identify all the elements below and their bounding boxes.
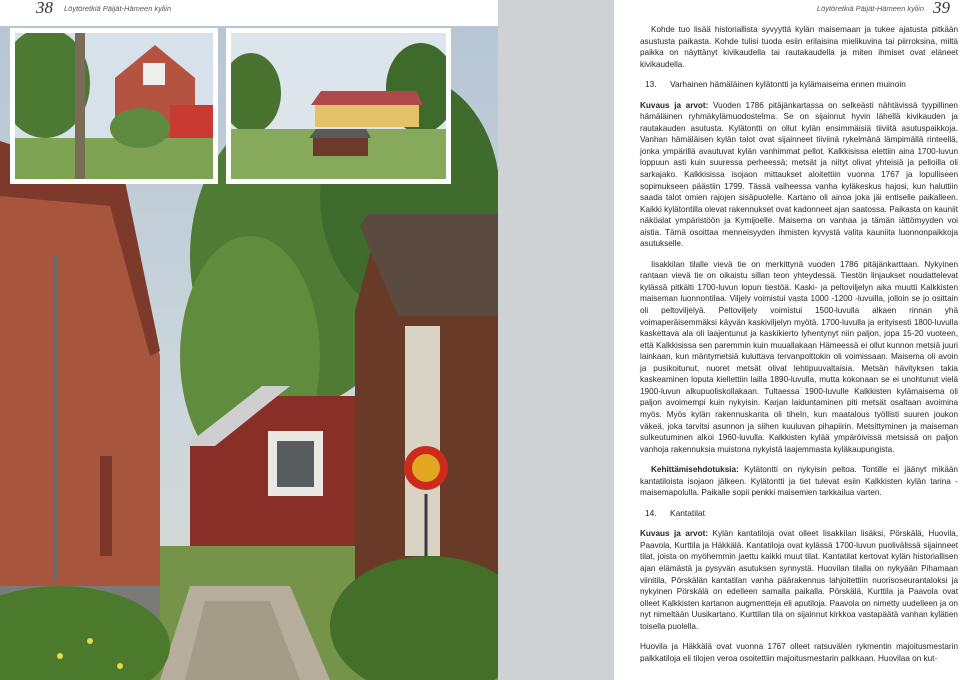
values-label-14: Kuvaus ja arvot: — [640, 529, 709, 539]
yellow-house-field-photo — [231, 33, 446, 179]
development-label: Kehittämisehdotuksia: — [651, 465, 739, 475]
photo-frame-1 — [10, 28, 218, 184]
section-13-heading — [640, 79, 958, 91]
section-14-number: 14. — [645, 507, 657, 518]
section-13-development — [640, 464, 958, 499]
section-13-lead: Vuoden 1786 pitäjänkartassa on selkeästi nähtävissä tyypillinen hämäläinen ryhmäkylämuodostelma. Se on sijainnut hyvin lähellä kivikauden ja rautakauden asutusta. Kylätontti on ollut kylän ensimmäisiä tiiviitä asutuspaikkoja. — [640, 100, 958, 133]
section-13-body: Vanhan hämäläisen kylän talot ovat sijainneet tiiviinä rykelmänä lämpimällä rinteellä, jonka ympärillä avautuvat kylän vanhimmat pellot. Kalkkisissa elettiin aina 1700-luvun loppuun asti kuin suuressa perheessä; metsät ja niityt olivat yhteisiä ja pelloilla oli sarkajako. Kalkkisissa isojaon mittaukset aloitettiin vuonna 1767 ja lopulliseen sopimukseen päästiin 1799. Tässä vaiheessa vanha kyläkeskus hajosi, kun haluttiin saada talot omien rajojen sisäpuolelle. Kartano oli ainoa joka jäi entiselle paikalleen. Kaikki kylätontilla olevat rakennukset ovat kadonneet ajan saatossa. Paikasta on kauniit näköalat ympäristöön ja Kymijoelle. Maisema on vanhaa ja tämän iättömyyden voi aistia. Tämä osoittaa menneisyyden ihmisten kyvystä valita kauniita luonnonpaikkoja asutukselle. — [640, 135, 958, 249]
development-text: Kylätontti on nykyisin peltoa. Tontille ei jäänyt mikään kantatiloista isojaon jälkeen. Kylätontti ja tiet tulevat esiin Kalkkisten kylän tarina -maisemapolulla. Paikalle sopii penkki maisemien tarkkailua varten. — [640, 465, 958, 498]
text-column — [640, 24, 958, 673]
page-gutter — [498, 0, 614, 680]
values-label-13: Kuvaus ja arvot: — [640, 100, 709, 110]
section-13-paragraph-2: Iisakkilan tilalle vievä tie on merkittynä vuoden 1786 pitäjänkarttaan. Nykyinen rantaan vievä tie on oikaistu sillan teon yhteydessä. Tiestön linjaukset noudattelevat kylässä pitkälti 1700-luvun lopun tiestöä. Kaski- ja peltoviljelyn aika muutti Kalkkisten maiseman luonnontilaa. Viljely voimistui vasta 1000 -1200 -luvuilla, jolloin se jo osittain oli peltoviljelyä. Peltoviljely voimistui 1500-luvulla alkaen rinnan yhä voimaperäisemmäksi käyvän kaskiviljelyn myötä. 1700-luvulla ja erityisesti 1800-luvulla kaskettava ala oli laajentunut ja kaskikierto lyhentynyt niin paljon, jopa 15-20 vuoteen, että Kalkkisissa sen paremmin kuin muuallakaan Hämeessä ei ollut kunnon metsiä juuri lainkaan, kun mäntymetsiä kuluttava tervanpolttokin oli voimissaan. Maisema oli avoin ja pusikoitunut, nuoret metsät olivat lehtipuuvaltaisia. Metsän hävityksen takia kaskeaminen loputa kiellettiin lailla 1890-luvulla, mutta kokonaan se ei unohtunut vielä 1900-luvun alkupuoliskollakaan. Tultaessa 1900-luvulle Kalkkisten kylämaisema oli paljon avoimempi kuin nykyisin. Karjan laiduntaminen piti metsät osaltaan avoimina myös. Myös kylän rakennuskanta oli tiheIn, kun maatalous työllisti suuren joukon väkeä, joka tarvitsi asunnon ja siihen kuuluvan pihapiirin. Metsittyminen ja maiseman sulkeutuminen alkoi 1960-luvulla. Kalkkisten kylää ympäröivissä metsissä on paljon vanhoja rakennuksia muistona nykyistä laajemmasta kyläkaupungista. — [640, 259, 958, 454]
section-14-heading — [640, 508, 958, 520]
section-14-title: Kantatilat — [670, 507, 705, 518]
section-13-description — [640, 100, 958, 250]
section-13-number: 13. — [645, 79, 657, 90]
section-14-description — [640, 528, 958, 632]
page-number-right: 39 — [933, 0, 950, 17]
section-14-body: Kylän kantatiloja ovat olleet Iisakkilan lisäksi, Pörskälä, Huovila, Paavola, Kurttila ja Häkkälä. Kantatiloja ovat kylässä 1700-luvun puolivälissä sijainneet tilat, joista on myöhemmin jaettu kaikki muut tilat. Kantatilat kertovat kylän historiallisen ajan elämästä ja pysyvän asutuksen synnystä. Huovilan tilalla on nykyään Pihamaan viinitila, Pörskälän kantatilan vanha päärakennus lahjoitettiin nuorisoseurantaloksi ja nykyinen Pörskälä on edelleen samalla paikalla. Pörskälä, Kurttila ja Paavola ovat olleet Kalkkisten kartanon augmentteja eli aputiloja. Paavola on nimetty uudelleen ja on nyt nimeltään Uusikartano. Kurttilan tila on sijainnut kirkkoa vastapäätä vanhan kylätien toisella puolella. — [640, 529, 958, 631]
running-header-right: Löytöretkiä Päijät-Hämeen kyliin — [816, 4, 924, 13]
running-header-left: Löytöretkiä Päijät-Hämeen kyliin — [64, 4, 172, 13]
red-brick-house-photo — [15, 33, 213, 179]
section-14-paragraph-2: Huovila ja Häkkälä ovat vuonna 1767 olleet ratsuvälen rykmentin majoitusmestarin palkkatiloja eli tilojen veroa osoitettiin majoitusmestarin palkkaan. Huovilaa on kut- — [640, 642, 958, 663]
photo-frame-2 — [226, 28, 451, 184]
intro-paragraph: Kohde tuo lisää historiallista syvyyttä kylän maisemaan ja tukee ajatusta pitkään asustusta paikasta. Kohde tulisi tuoda esiin erilaisina mielikuvina tai piirroksina, miltä paikka on näyttänyt kivikaudella tai rautakaudella ja miten ihmiset ovat eläneet kivikaudella. — [640, 25, 958, 69]
section-13-title: Varhainen hämäläinen kylätontti ja kylämaisema ennen muinoin — [670, 79, 906, 90]
page-number-left: 38 — [36, 0, 53, 17]
